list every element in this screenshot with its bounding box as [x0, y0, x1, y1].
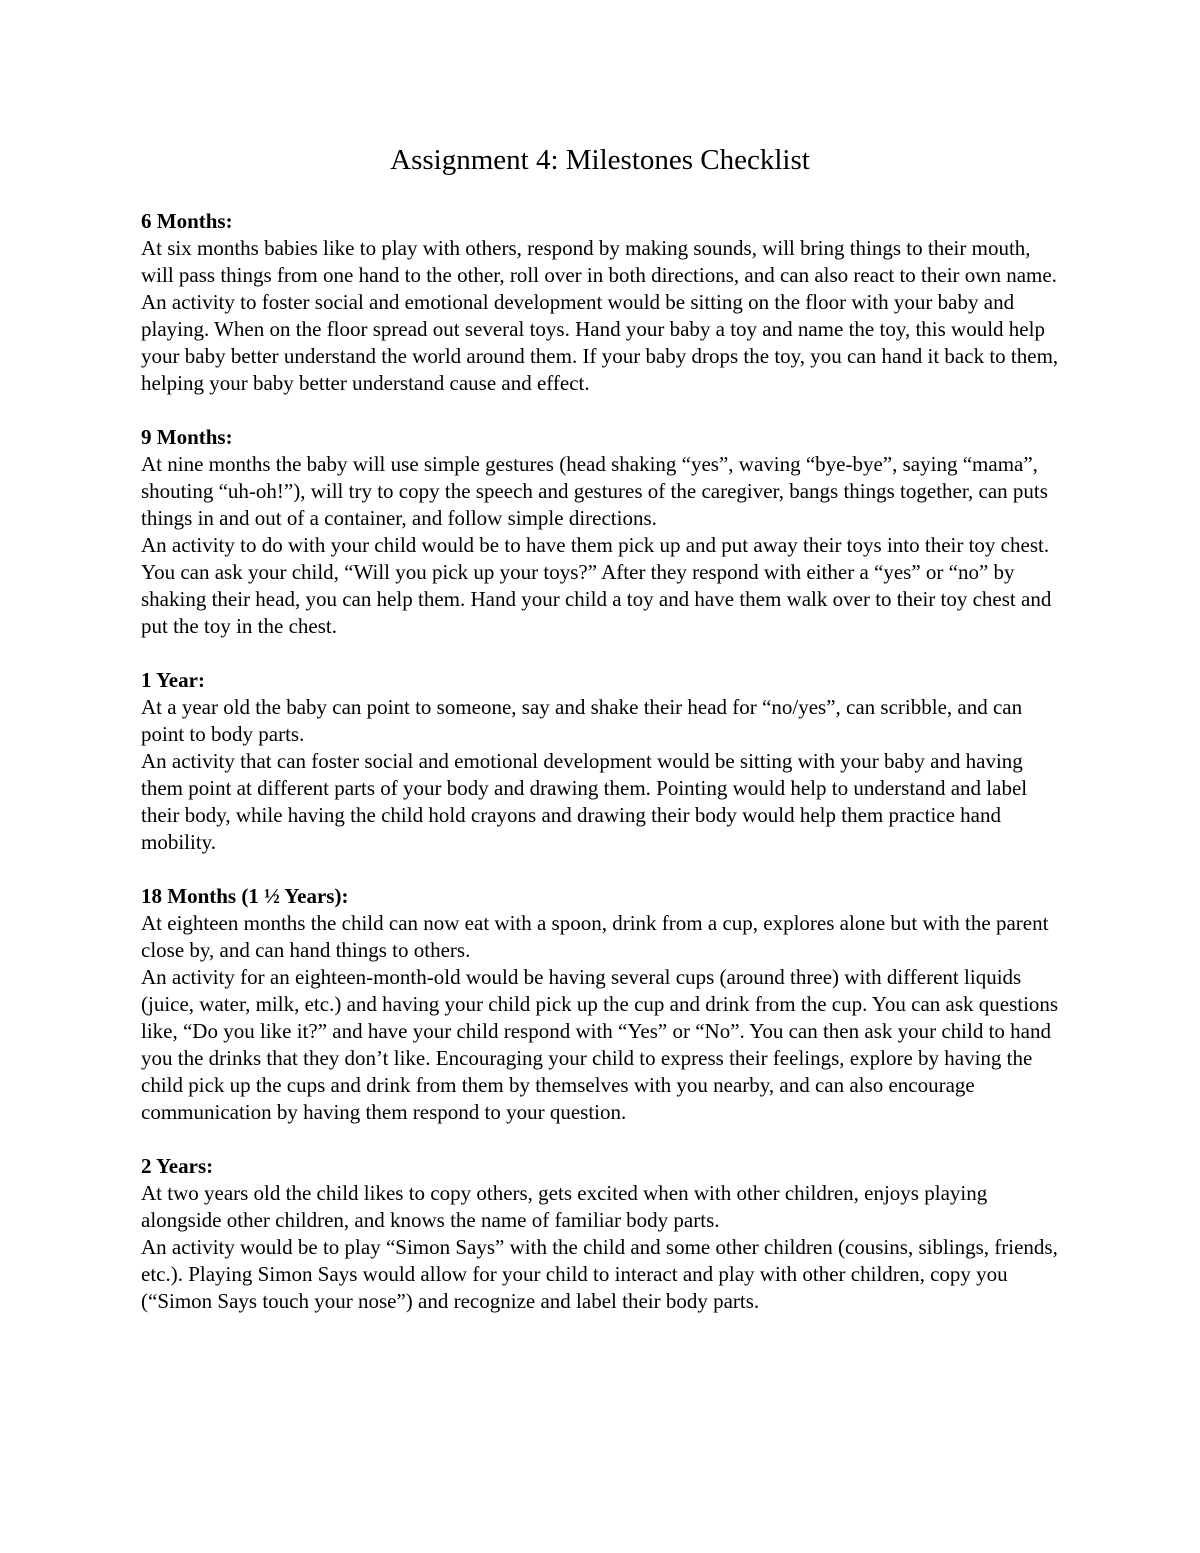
section-heading: 1 Year: — [141, 668, 205, 692]
milestones-paragraph: At nine months the baby will use simple gestures (head shaking “yes”, waving “bye-bye”, saying “mama”, shouting “uh-oh!”), will try to copy the speech and gestures of the caregiver, bangs things together, can puts things in and out of a container, and follow simple directions. — [141, 452, 1048, 530]
document-title: Assignment 4: Milestones Checklist — [390, 144, 810, 176]
activity-paragraph: An activity to do with your child would be to have them pick up and put away their toys into their toy chest. You can ask your child, “Will you pick up your toys?” After they respond with either a “yes” or “no” by shaking their head, you can help them. Hand your child a toy and have them walk over to their toy chest and put the toy in the chest. — [141, 533, 1052, 638]
section-9-months — [141, 424, 1066, 640]
milestones-paragraph: At six months babies like to play with others, respond by making sounds, will bring things to their mouth, will pass things from one hand to the other, roll over in both directions, and can also react to their own name. — [141, 236, 1057, 287]
activity-paragraph: An activity that can foster social and emotional development would be sitting with your baby and having them point at different parts of your body and drawing them. Pointing would help to understand and label their body, while having the child hold crayons and drawing their body would help them practice hand mobility. — [141, 749, 1028, 854]
milestones-paragraph: At a year old the baby can point to someone, say and shake their head for “no/yes”, can scribble, and can point to body parts. — [141, 695, 1023, 746]
section-heading: 6 Months: — [141, 209, 233, 233]
milestones-paragraph: At two years old the child likes to copy others, gets excited when with other children, enjoys playing alongside other children, and knows the name of familiar body parts. — [141, 1181, 988, 1232]
activity-paragraph: An activity for an eighteen-month-old would be having several cups (around three) with different liquids (juice, water, milk, etc.) and having your child pick up the cup and drink from the cup. You can ask questions like, “Do you like it?” and have your child respond with “Yes” or “No”. You can then ask your child to hand you the drinks that they don’t like. Encouraging your child to express their feelings, explore by having the child pick up the cups and drink from them by themselves with you nearby, and can also encourage communication by having them respond to your question. — [141, 965, 1059, 1124]
section-heading: 2 Years: — [141, 1154, 214, 1178]
section-heading: 18 Months (1 ½ Years): — [141, 884, 349, 908]
section-6-months — [141, 208, 1066, 397]
section-18-months — [141, 883, 1066, 1126]
section-heading: 9 Months: — [141, 425, 233, 449]
section-1-year — [141, 667, 1066, 856]
section-2-years — [141, 1153, 1066, 1315]
activity-paragraph: An activity to foster social and emotional development would be sitting on the floor with your baby and playing. When on the floor spread out several toys. Hand your baby a toy and name the toy, this would help your baby better understand the world around them. If your baby drops the toy, you can hand it back to them, helping your baby better understand cause and effect. — [141, 290, 1059, 395]
milestones-paragraph: At eighteen months the child can now eat with a spoon, drink from a cup, explores alone but with the parent close by, and can hand things to others. — [141, 911, 1049, 962]
activity-paragraph: An activity would be to play “Simon Says” with the child and some other children (cousins, siblings, friends, etc.). Playing Simon Says would allow for your child to interact and play with other children, copy you (“Simon Says touch your nose”) and recognize and label their body parts. — [141, 1235, 1058, 1313]
document-body — [141, 208, 1066, 1342]
